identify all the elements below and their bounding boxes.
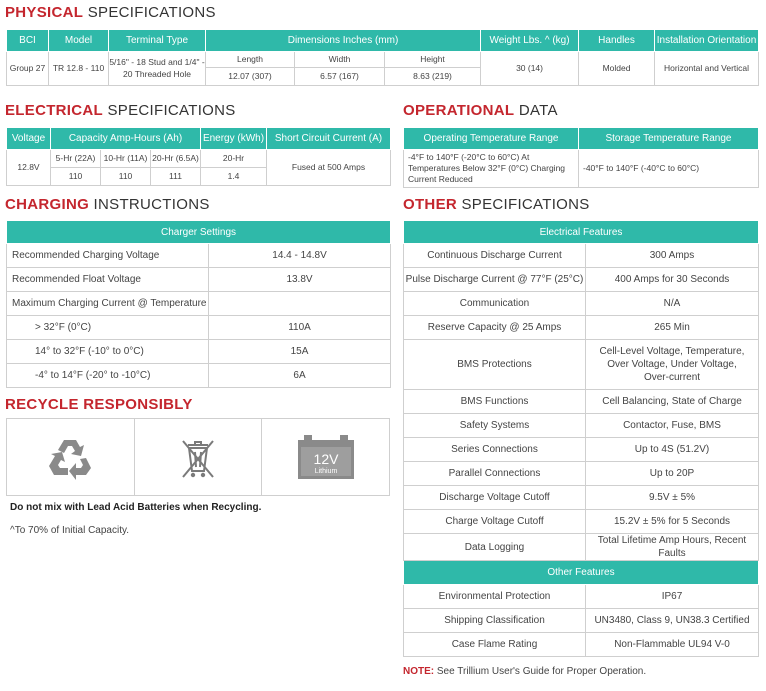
header-energy: Energy (kWh) (201, 128, 267, 150)
lithium-battery-icon-cell (262, 419, 389, 495)
operational-data-table (403, 127, 759, 188)
feature-value: Cell-Level Voltage, Temperature, Over Voltage, Under Voltage, Over-current (586, 340, 759, 390)
feature-label: Communication (404, 292, 586, 316)
header-model: Model (49, 30, 109, 52)
feature-value: 15.2V ± 5% for 5 Seconds (586, 510, 759, 534)
feature-label: Parallel Connections (404, 462, 586, 486)
feature-label: Data Logging (404, 534, 586, 561)
charging-row-value (209, 292, 391, 316)
recycle-icons-panel (6, 418, 390, 496)
cap-20hr-label: 20-Hr (6.5A) (151, 150, 201, 168)
header-dimensions: Dimensions Inches (mm) (206, 30, 481, 52)
short-circuit-value: Fused at 500 Amps (267, 150, 391, 186)
storage-temp-value: -40°F to 140°F (-40°C to 60°C) (579, 150, 759, 188)
energy-20hr-label: 20-Hr (201, 150, 267, 168)
crossed-bin-icon (177, 433, 219, 481)
operating-temp-value: -4°F to 140°F (-20°C to 60°C) At Temperatures Below 32°F (0°C) Charging Current Reduced (404, 150, 579, 188)
feature-label: Pulse Discharge Current @ 77°F (25°C) (404, 268, 586, 292)
feature-value: Contactor, Fuse, BMS (586, 414, 759, 438)
feature-label: Discharge Voltage Cutoff (404, 486, 586, 510)
recycle-section-title: RECYCLE RESPONSIBLY (5, 396, 193, 413)
weight-value: 30 (14) (481, 52, 579, 86)
physical-spec-table (6, 29, 759, 86)
cap-10hr-value: 110 (101, 168, 151, 186)
battery-voltage-label: 12V (313, 451, 339, 467)
feature-value: 400 Amps for 30 Seconds (586, 268, 759, 292)
feature-value: Total Lifetime Amp Hours, Recent Faults (586, 534, 759, 561)
voltage-value: 12.8V (7, 150, 51, 186)
handles-value: Molded (579, 52, 655, 86)
lithium-battery-icon (296, 435, 356, 479)
dim-height-label: Height (385, 52, 481, 68)
physical-section-title: PHYSICAL SPECIFICATIONS (5, 4, 216, 21)
cap-10hr-label: 10-Hr (11A) (101, 150, 151, 168)
header-storage-temp: Storage Temperature Range (579, 128, 759, 150)
feature-value: Up to 4S (51.2V) (586, 438, 759, 462)
charging-row-label: Maximum Charging Current @ Temperature (7, 292, 209, 316)
feature-label: Shipping Classification (404, 609, 586, 633)
header-voltage: Voltage (7, 128, 51, 150)
feature-label: Series Connections (404, 438, 586, 462)
feature-label: Reserve Capacity @ 25 Amps (404, 316, 586, 340)
charging-row-value: 13.8V (209, 268, 391, 292)
orientation-value: Horizontal and Vertical (655, 52, 759, 86)
feature-value: Up to 20P (586, 462, 759, 486)
feature-value: Cell Balancing, State of Charge (586, 390, 759, 414)
feature-value: N/A (586, 292, 759, 316)
header-weight: Weight Lbs. ^ (kg) (481, 30, 579, 52)
feature-label: BMS Functions (404, 390, 586, 414)
charging-row-value: 15A (209, 340, 391, 364)
charging-settings-table (6, 220, 391, 388)
feature-value: 300 Amps (586, 244, 759, 268)
recycle-icon-cell (7, 419, 135, 495)
operation-note: NOTE: See Trillium User's Guide for Proper Operation. (403, 666, 647, 677)
charging-row-value: 14.4 - 14.8V (209, 244, 391, 268)
feature-label: Safety Systems (404, 414, 586, 438)
feature-value: Non-Flammable UL94 V-0 (586, 633, 759, 657)
height-value: 8.63 (219) (385, 68, 481, 86)
terminal-value: 5/16" - 18 Stud and 1/4" - 20 Threaded Hole (109, 52, 206, 86)
header-handles: Handles (579, 30, 655, 52)
length-value: 12.07 (307) (206, 68, 295, 86)
dim-width-label: Width (295, 52, 385, 68)
operational-section-title: OPERATIONAL DATA (403, 102, 558, 119)
recycle-note: Do not mix with Lead Acid Batteries when Recycling. (10, 502, 262, 513)
header-capacity: Capacity Amp-Hours (Ah) (51, 128, 201, 150)
feature-value: IP67 (586, 585, 759, 609)
electrical-section-title: ELECTRICAL SPECIFICATIONS (5, 102, 236, 119)
feature-label: Environmental Protection (404, 585, 586, 609)
model-value: TR 12.8 - 110 (49, 52, 109, 86)
other-spec-table (403, 220, 759, 657)
battery-chemistry-label: Lithium (314, 468, 337, 475)
charging-row-value: 6A (209, 364, 391, 388)
header-electrical-features: Electrical Features (404, 221, 759, 244)
header-installation-orientation: Installation Orientation (655, 30, 759, 52)
recycle-icon (47, 434, 93, 480)
cap-5hr-value: 110 (51, 168, 101, 186)
dim-length-label: Length (206, 52, 295, 68)
feature-value: UN3480, Class 9, UN38.3 Certified (586, 609, 759, 633)
charging-row-label: Recommended Charging Voltage (7, 244, 209, 268)
header-charger-settings: Charger Settings (7, 221, 391, 244)
header-short-circuit: Short Circuit Current (A) (267, 128, 391, 150)
feature-label: BMS Protections (404, 340, 586, 390)
header-bci: BCI (7, 30, 49, 52)
feature-value: 265 Min (586, 316, 759, 340)
feature-label: Charge Voltage Cutoff (404, 510, 586, 534)
energy-value: 1.4 (201, 168, 267, 186)
cap-20hr-value: 111 (151, 168, 201, 186)
electrical-spec-table (6, 127, 391, 186)
charging-row-label: > 32°F (0°C) (7, 316, 209, 340)
charging-row-label: Recommended Float Voltage (7, 268, 209, 292)
header-other-features: Other Features (404, 561, 759, 585)
other-section-title: OTHER SPECIFICATIONS (403, 196, 590, 213)
feature-value: 9.5V ± 5% (586, 486, 759, 510)
bci-value: Group 27 (7, 52, 49, 86)
header-terminal-type: Terminal Type (109, 30, 206, 52)
capacity-footnote: ^To 70% of Initial Capacity. (10, 525, 130, 536)
header-operating-temp: Operating Temperature Range (404, 128, 579, 150)
charging-row-label: 14° to 32°F (-10° to 0°C) (7, 340, 209, 364)
feature-label: Case Flame Rating (404, 633, 586, 657)
crossed-bin-icon-cell (135, 419, 263, 495)
width-value: 6.57 (167) (295, 68, 385, 86)
charging-row-value: 110A (209, 316, 391, 340)
feature-label: Continuous Discharge Current (404, 244, 586, 268)
charging-row-label: -4° to 14°F (-20° to -10°C) (7, 364, 209, 388)
cap-5hr-label: 5-Hr (22A) (51, 150, 101, 168)
charging-section-title: CHARGING INSTRUCTIONS (5, 196, 210, 213)
